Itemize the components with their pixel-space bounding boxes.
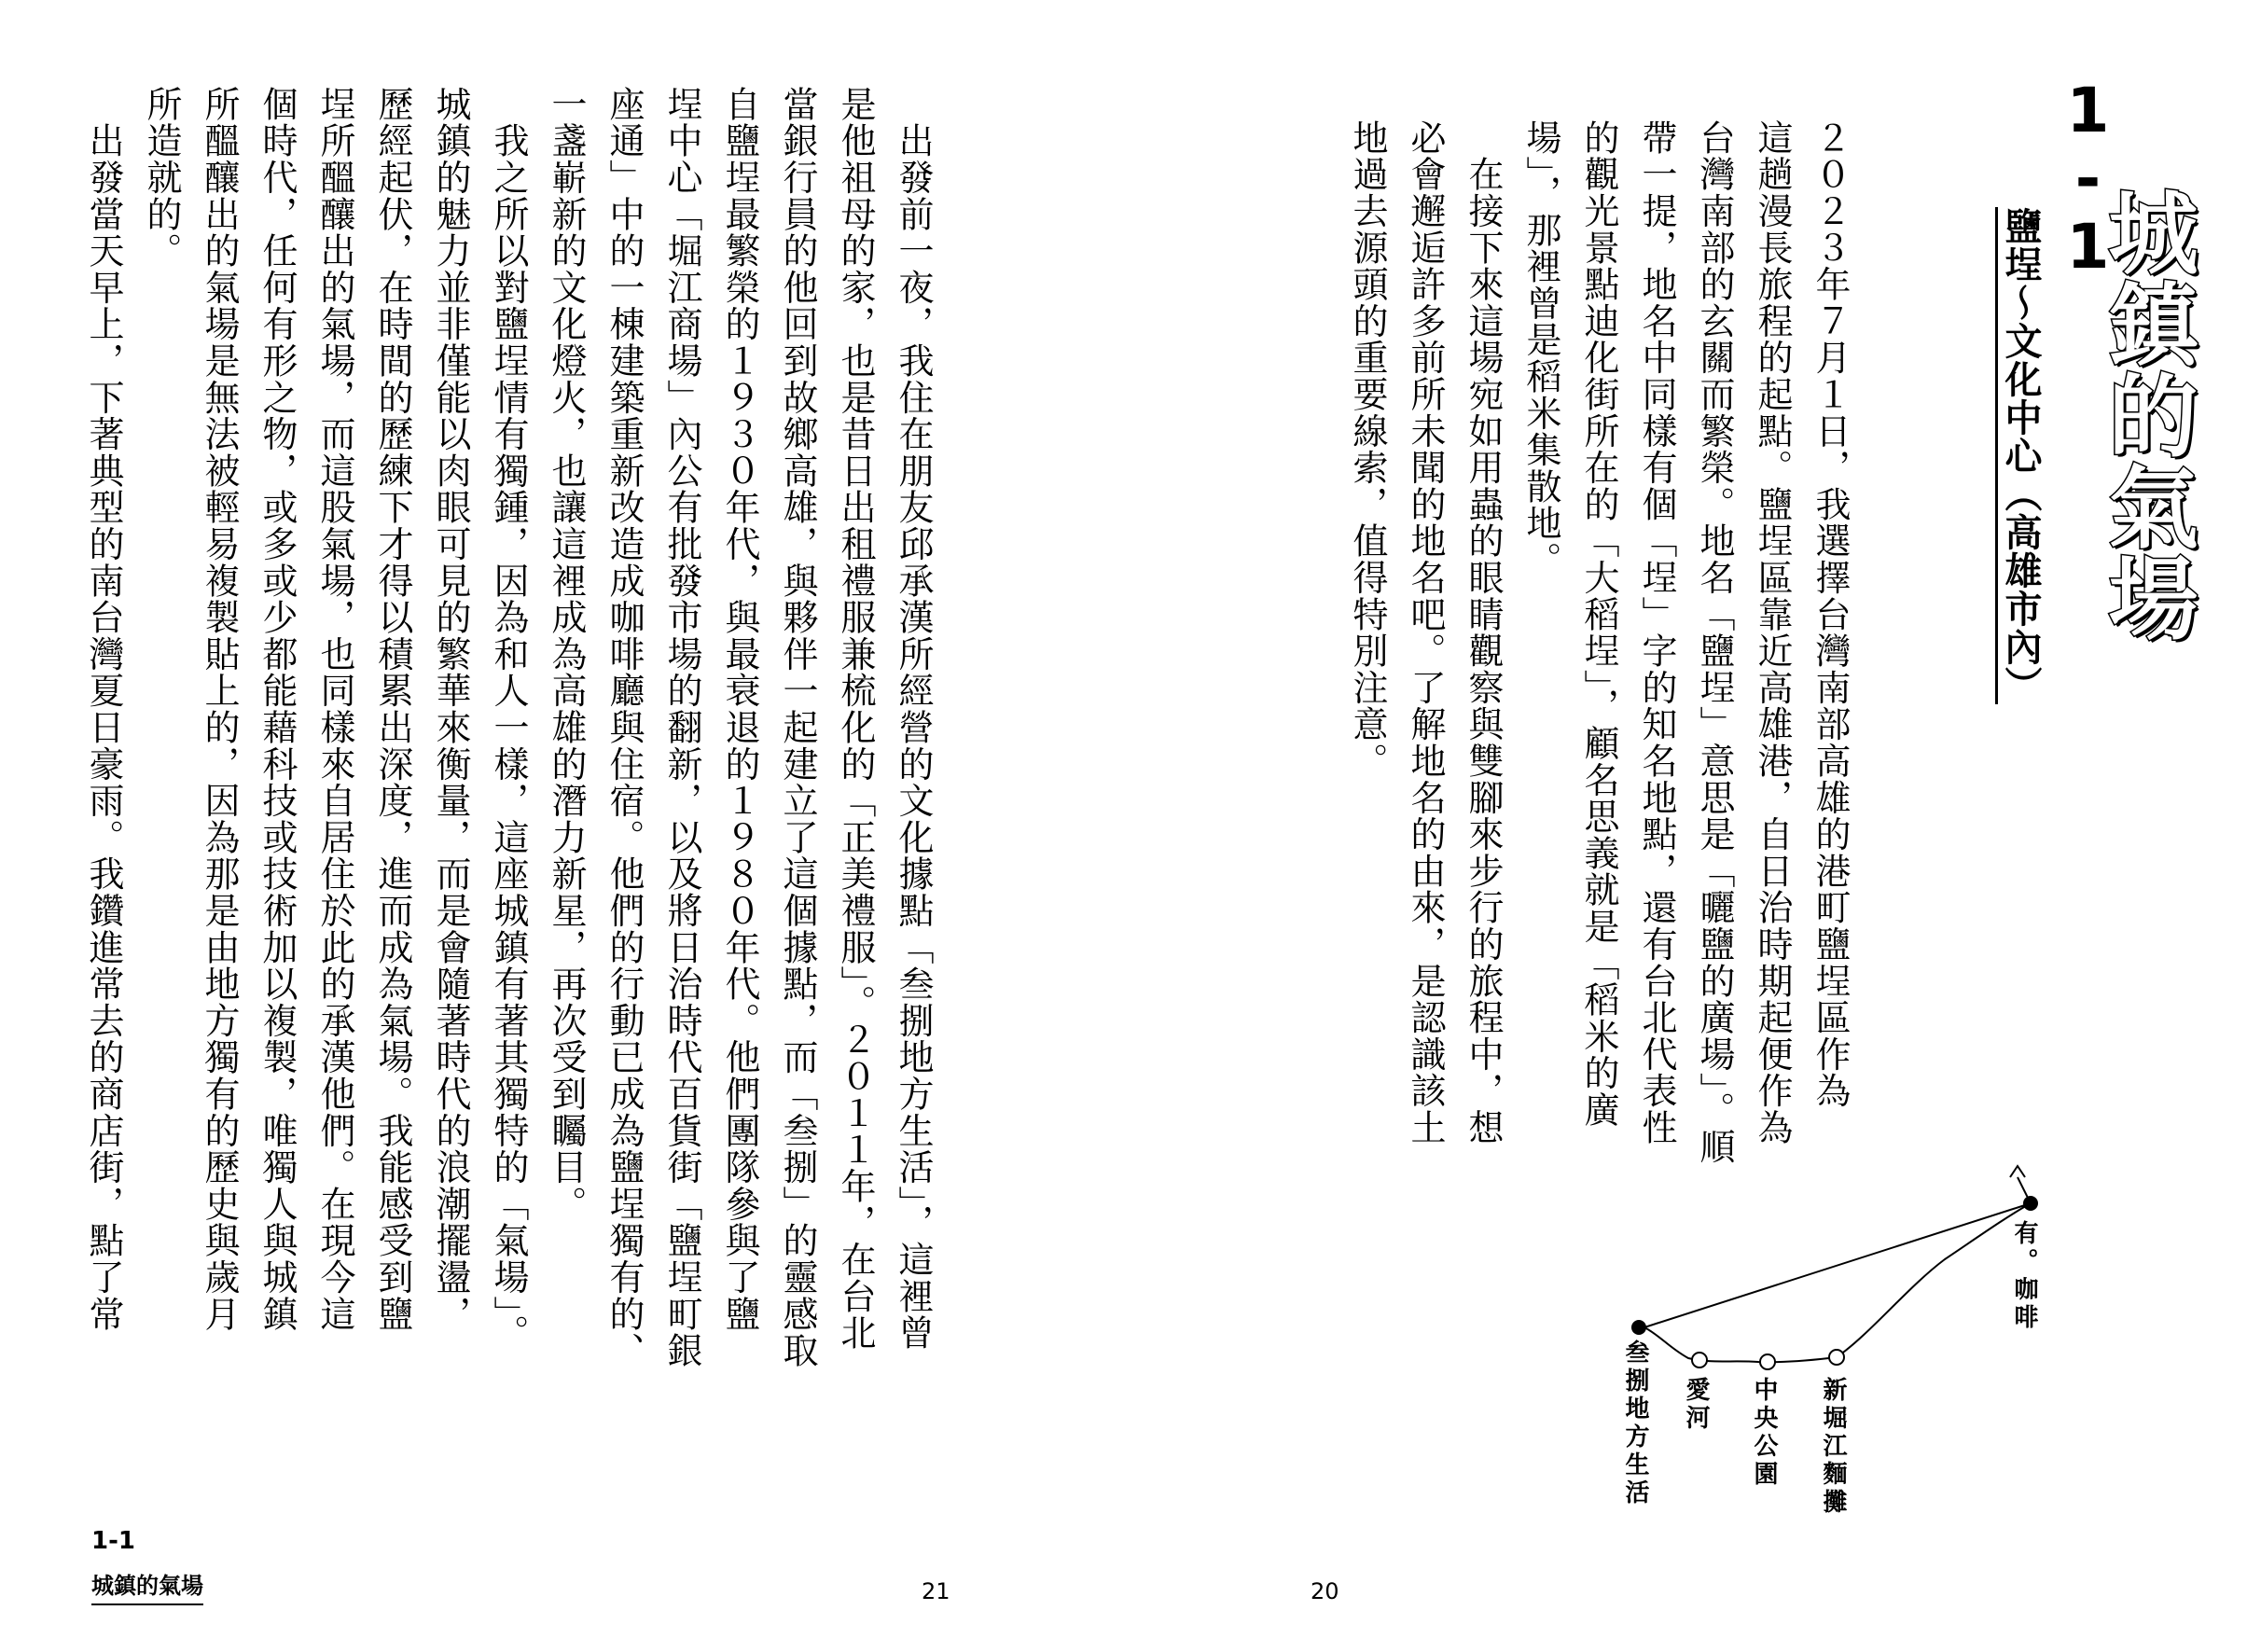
map-stop-dot-5 (1631, 1320, 1646, 1335)
text-column: 所造就的。 (141, 86, 182, 270)
page-number-left: 21 (922, 1578, 950, 1604)
chapter-title: 城鎮的氣場 (2094, 187, 2198, 644)
map-label-sanba: 叁捌地方生活 (1621, 1340, 1649, 1507)
chapter-subtitle: 鹽埕～文化中心（高雄市內） (1995, 207, 2039, 704)
text-column: 出發前一夜，我住在朋友邱承漢所經營的文化據點「叁捌地方生活」，這裡曾 (893, 86, 934, 1352)
text-column: 座通」中的一棟建築重新改造成咖啡廳與住宿。他們的行動已成為鹽埕獨有的、 (603, 86, 645, 1369)
map-label-central-park: 中央公園 (1750, 1377, 1778, 1489)
text-column: 自鹽埕最繁榮的１９３０年代，與最衰退的１９８０年代。他們團隊參與了鹽 (719, 86, 760, 1333)
text-column: 城鎮的魅力並非僅能以肉眼可見的繁華來衡量，而是會隨著時代的浪潮擺盪， (430, 86, 471, 1333)
text-column: 在接下來這場宛如用蟲的眼睛觀察與雙腳來步行的旅程中，想 (1463, 119, 1504, 1146)
text-column: 的觀光景點迪化街所在的「大稻埕」，顧名思義就是「稻米的廣 (1578, 119, 1619, 1129)
text-column: 一盞嶄新的文化燈火，也讓這裡成為高雄的潛力新星，再次受到矚目。 (546, 86, 587, 1223)
text-column: 埕中心「堀江商場」內公有批發市場的翻新，以及將日治時代百貨街「鹽埕町銀 (661, 86, 702, 1369)
map-label-love-river: 愛河 (1682, 1377, 1710, 1433)
footer-chapter-title: 城鎮的氣場 (91, 1567, 203, 1605)
route-arrow-line (2018, 1177, 2031, 1203)
map-stop-dot-2 (1829, 1350, 1844, 1365)
text-column: 帶一提，地名中同樣有個「埕」字的知名地點，還有台北代表性 (1636, 119, 1677, 1146)
text-column: 是他祖母的家，也是昔日出租禮服兼梳化的「正美禮服」。２０１１年，在台北 (835, 86, 876, 1352)
map-stop-dot-4 (1692, 1353, 1707, 1367)
text-column: 台灣南部的玄關而繁榮。地名「鹽埕」意思是「曬鹽的廣場」。順 (1694, 119, 1735, 1165)
map-stop-dot-3 (1760, 1354, 1775, 1369)
text-column: 歷經起伏，在時間的歷練下才得以積累出深度，進而成為氣場。我能感受到鹽 (372, 86, 413, 1333)
map-stop-dot-1 (2023, 1196, 2038, 1211)
text-column: ２０２３年７月１日，我選擇台灣南部高雄的港町鹽埕區作為 (1810, 119, 1851, 1110)
text-column: 這趟漫長旅程的起點。鹽埕區靠近高雄港，自日治時期起便作為 (1752, 119, 1793, 1146)
route-arrow-icon (2010, 1166, 2025, 1177)
text-column: 我之所以對鹽埕情有獨鍾，因為和人一樣，這座城鎮有著其獨特的「氣場」。 (488, 86, 529, 1352)
footer-chapter-number: 1-1 (91, 1527, 135, 1555)
map-label-you-coffee: 有。咖啡 (2010, 1220, 2038, 1332)
right-page (1124, 0, 2247, 1652)
text-column: 埕所醞釀出的氣場，而這股氣場，也同樣來自居住於此的承漢他們。在現今這 (314, 86, 355, 1333)
text-column: 所醞釀出的氣場是無法被輕易複製貼上的，因為那是由地方獨有的歷史與歲月 (199, 86, 240, 1333)
text-column: 地過去源頭的重要線索，值得特別注意。 (1347, 119, 1388, 780)
route-line (1644, 1203, 2031, 1362)
map-label-xin-jue-jiang: 新堀江麵攤 (1819, 1377, 1847, 1517)
text-column: 個時代，任何有形之物，或多或少都能藉科技或技術加以複製，唯獨人與城鎮 (257, 86, 298, 1333)
text-column: 當銀行員的他回到故鄉高雄，與夥伴一起建立了這個據點，而「叁捌」的靈感取 (777, 86, 818, 1369)
chapter-number: 1-1 (2052, 75, 2124, 279)
text-column: 必會邂逅許多前所未聞的地名吧。了解地名的由來，是認識該土 (1405, 119, 1446, 1146)
page-number-right: 20 (1311, 1578, 1339, 1604)
text-column: 出發當天早上，下著典型的南台灣夏日豪雨。我鑽進常去的商店街，點了常 (83, 86, 124, 1333)
text-column: 場」，那裡曾是稻米集散地。 (1520, 119, 1561, 578)
